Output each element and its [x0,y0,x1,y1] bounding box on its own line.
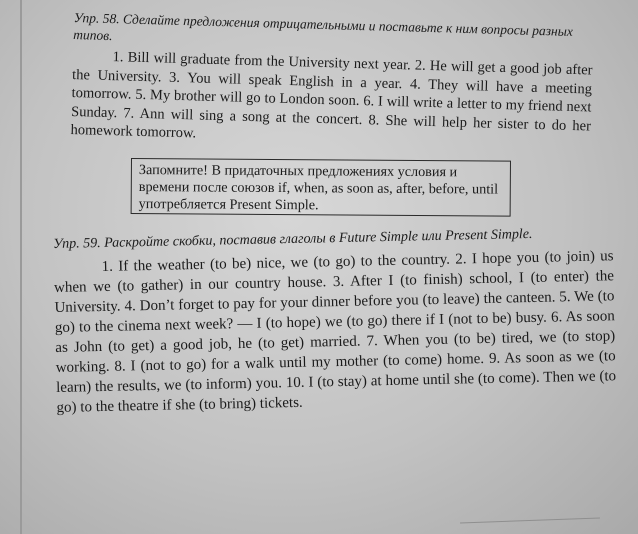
exercise-59-text: 1. If the weather (to be) nice, we (to go) to the country. 2. I hope you (to join) us when we (to gather) in our country house. 3. After I (to finish) school, I (to enter) the University. 4. Don’t forget to pay for your dinner before you (to leave) the canteen. 5. We (to go) to the cinema next week? — I (to hope) we (to go) there if I (not to be) busy. 6. As soon as John (to get) a good job, he (to get) married. 7. When you (to be) tired, we (to stop) working. 8. I (not to go) for a walk until my mother (to come) home. 9. As soon as we (to learn) the results, we (to inform) you. 10. I (to stay) at home until she (to come). Then we (to go) to the theatre if she (to bring) tickets. [53,248,617,416]
rule-note-box [131,158,511,217]
bottom-divider [460,518,600,524]
exercise-59-title: Упр. 59. Раскройте скобки, поставив глаголы в Future Simple или Present Simple. [53,226,533,252]
exercise-59 [53,224,617,418]
page-edge [20,0,22,534]
exercise-58 [70,9,593,154]
rule-note-text: Запомните! В придаточных предложениях условия и времени после союзов if, when, as soon as, after, before, until употребляется Present Simple. [138,162,499,214]
exercise-58-text: 1. Bill will graduate from the University next year. 2. He will get a good job after the University. 3. You will speak English in a year. 4. They will have a meeting tomorrow. 5. My brother will go to London soon. 6. I will write a letter to my friend next Sunday. 7. Ann will sing a song at the concert. 8. She will help her sister to do her homework tomorrow. [70,49,593,142]
exercise-58-title: Упр. 58. Сделайте предложения отрицательными и поставьте к ним вопросы разных типов. [73,9,574,44]
